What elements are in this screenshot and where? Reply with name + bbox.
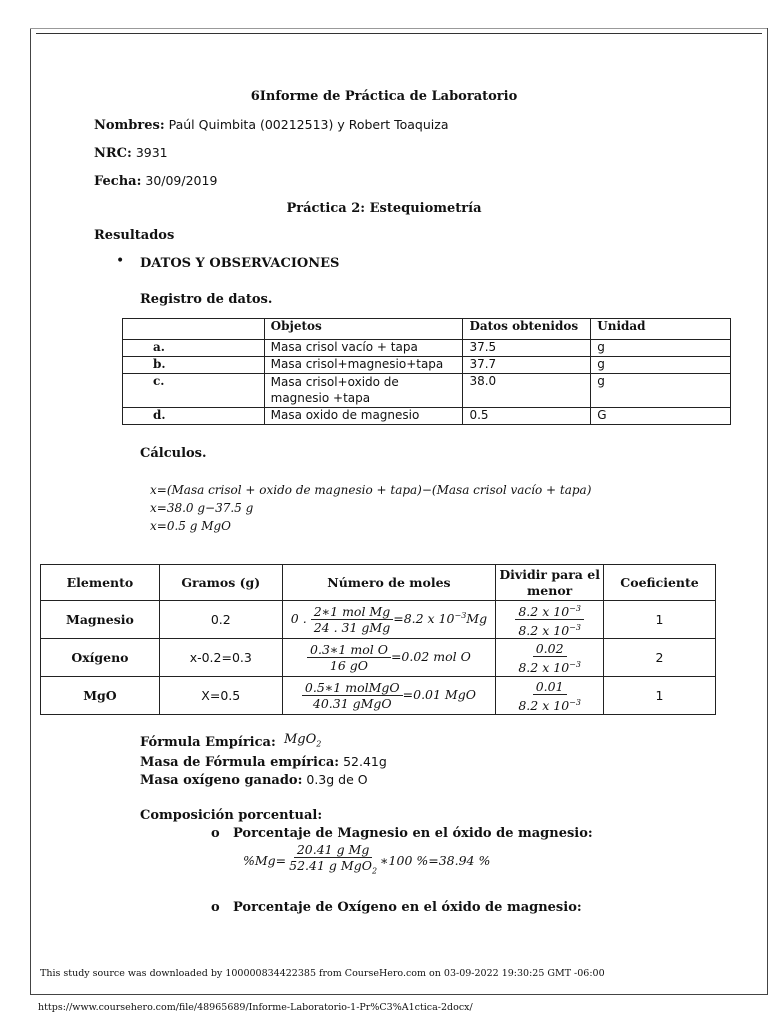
table-row — [123, 340, 731, 357]
field-label: Fecha: — [94, 174, 142, 189]
field-label: Nombres: — [94, 118, 165, 133]
field-value: 30/09/2019 — [141, 173, 218, 188]
row-object: Masa crisol+oxido de magnesio +tapa — [264, 374, 463, 408]
calc-line: x=(Masa crisol + oxido de magnesio + tapa)−(Masa crisol vacío + tapa) — [150, 483, 592, 497]
row-element: Magnesio — [41, 601, 160, 639]
composicion-heading: Composición porcentual: — [140, 808, 323, 823]
row-divide — [496, 677, 604, 715]
row-unit: g — [591, 374, 731, 408]
row-grams: x-0.2=0.3 — [159, 639, 282, 677]
row-grams: X=0.5 — [159, 677, 282, 715]
table-header-row — [123, 319, 731, 340]
row-grams: 0.2 — [159, 601, 282, 639]
row-value: 37.5 — [463, 340, 591, 357]
masa-formula — [140, 754, 387, 770]
header-cell: Gramos (g) — [159, 565, 282, 601]
row-moles — [282, 677, 496, 715]
field-nrc — [94, 145, 168, 161]
moles-den: 24 . 31 gMg — [313, 620, 391, 636]
formula-text: MgO — [284, 732, 317, 747]
row-element: MgO — [41, 677, 160, 715]
sub-bullet-icon: o — [211, 826, 220, 841]
top-border — [30, 28, 767, 29]
divide-num: 0.01 — [535, 678, 564, 694]
field-value: 3931 — [131, 145, 168, 160]
moles-unit: Mg — [466, 611, 488, 627]
header-rule — [36, 33, 762, 34]
masa-value: 52.41g — [339, 754, 387, 769]
header-cell: Objetos — [264, 319, 463, 340]
bullet-icon: • — [116, 253, 125, 269]
moles-exp: −3 — [454, 611, 467, 620]
row-object: Masa crisol+magnesio+tapa — [264, 357, 463, 374]
header-cell: Número de moles — [282, 565, 496, 601]
field-value: Paúl Quimbita (00212513) y Robert Toaquiza — [164, 117, 449, 132]
calculos-heading: Cálculos. — [140, 446, 207, 461]
table-row — [41, 639, 716, 677]
row-value: 0.5 — [463, 408, 591, 425]
eq-den-sub: 2 — [371, 866, 378, 876]
eq-lhs: %Mg= — [243, 852, 287, 868]
sub-bullet-icon: o — [211, 900, 220, 915]
eq-rhs: ∗100 %=38.94 % — [380, 852, 491, 868]
registro-heading: Registro de datos. — [140, 292, 273, 307]
divide-den-exp: −3 — [569, 659, 581, 669]
table-row — [41, 601, 716, 639]
table-row — [123, 357, 731, 374]
divide-den: 8.2 x 10 — [518, 697, 570, 713]
header-cell: Elemento — [41, 565, 160, 601]
moles-num: 0.3∗1 mol O — [307, 642, 391, 658]
eq-den: 52.41 g MgO — [289, 858, 372, 873]
row-coefficient: 1 — [604, 601, 716, 639]
header-cell: Datos obtenidos — [463, 319, 591, 340]
row-element: Oxígeno — [41, 639, 160, 677]
results-heading: Resultados — [94, 228, 175, 243]
divide-den-exp: −3 — [569, 623, 581, 633]
row-coefficient: 1 — [604, 677, 716, 715]
moles-den: 40.31 gMgO — [312, 696, 392, 712]
moles-num: 2∗1 mol Mg — [311, 604, 394, 620]
pct-mg-equation — [243, 842, 490, 879]
calc-line: x=38.0 g−37.5 g — [150, 501, 254, 515]
pct-mg-heading: Porcentaje de Magnesio en el óxido de magnesio: — [233, 826, 593, 841]
row-divide — [496, 639, 604, 677]
row-object: Masa crisol vacío + tapa — [264, 340, 463, 357]
bullet-heading: DATOS Y OBSERVACIONES — [140, 256, 340, 271]
divide-den-exp: −3 — [569, 697, 581, 707]
formula-sub: 2 — [316, 739, 322, 749]
eq-fraction — [286, 842, 380, 879]
field-nombres — [94, 117, 448, 133]
moles-num: 0.5∗1 molMgO — [302, 680, 403, 696]
row-key: c. — [123, 374, 265, 408]
eq-num: 20.41 g Mg — [294, 842, 373, 858]
row-unit: g — [591, 340, 731, 357]
divide-fraction — [515, 679, 584, 713]
divide-num: 8.2 x 10 — [518, 604, 570, 620]
row-unit: g — [591, 357, 731, 374]
data-table — [122, 318, 731, 425]
divide-den: 8.2 x 10 — [518, 659, 570, 675]
oxigeno-label: Masa oxígeno ganado: — [140, 773, 303, 788]
table-row — [123, 374, 731, 408]
row-divide — [496, 601, 604, 639]
oxigeno-value: 0.3g de O — [302, 772, 368, 787]
row-value: 38.0 — [463, 374, 591, 408]
masa-label: Masa de Fórmula empírica: — [140, 755, 340, 770]
moles-fraction — [307, 642, 391, 673]
row-key: b. — [123, 357, 265, 374]
download-notice: This study source was downloaded by 100000834422385 from CourseHero.com on 03-09-2022 19:30:25 GMT -06:00 — [40, 968, 605, 979]
divide-num: 0.02 — [535, 640, 564, 656]
row-moles — [282, 601, 496, 639]
moles-fraction — [302, 680, 403, 711]
row-object: Masa oxido de magnesio — [264, 408, 463, 425]
row-value: 37.7 — [463, 357, 591, 374]
masa-oxigeno — [140, 772, 368, 788]
header-cell: Unidad — [591, 319, 731, 340]
source-url[interactable]: https://www.coursehero.com/file/48965689/Informe-Laboratorio-1-Pr%C3%A1ctica-2docx/ — [38, 1002, 473, 1013]
field-label: NRC: — [94, 146, 132, 161]
moles-prefix: 0 . — [290, 611, 307, 627]
header-cell — [123, 319, 265, 340]
row-moles — [282, 639, 496, 677]
formula-empirica-label: Fórmula Empírica: — [140, 735, 276, 750]
header-cell: Dividir para el menor — [496, 565, 604, 601]
divide-fraction — [515, 641, 584, 675]
practice-title: Práctica 2: Estequiometría — [286, 201, 482, 216]
table-row — [123, 408, 731, 425]
divide-den: 8.2 x 10 — [518, 623, 570, 639]
formula-empirica-value — [284, 732, 321, 749]
moles-result: =0.01 MgO — [402, 687, 476, 703]
divide-fraction — [515, 601, 584, 638]
field-fecha — [94, 173, 217, 189]
row-coefficient: 2 — [604, 639, 716, 677]
table-header-row — [41, 565, 716, 601]
row-key: a. — [123, 340, 265, 357]
header-cell: Coeficiente — [604, 565, 716, 601]
moles-table — [40, 564, 716, 715]
row-key: d. — [123, 408, 265, 425]
moles-result: =8.2 x 10 — [393, 611, 455, 627]
row-unit: G — [591, 408, 731, 425]
pct-o-heading: Porcentaje de Oxígeno en el óxido de magnesio: — [233, 900, 582, 915]
table-row — [41, 677, 716, 715]
document-title: 6Informe de Práctica de Laboratorio — [250, 89, 518, 104]
divide-num-exp: −3 — [569, 604, 581, 613]
moles-fraction — [311, 604, 394, 635]
moles-den: 16 gO — [329, 658, 369, 674]
calc-line: x=0.5 g MgO — [150, 519, 232, 533]
moles-result: =0.02 mol O — [390, 649, 471, 665]
